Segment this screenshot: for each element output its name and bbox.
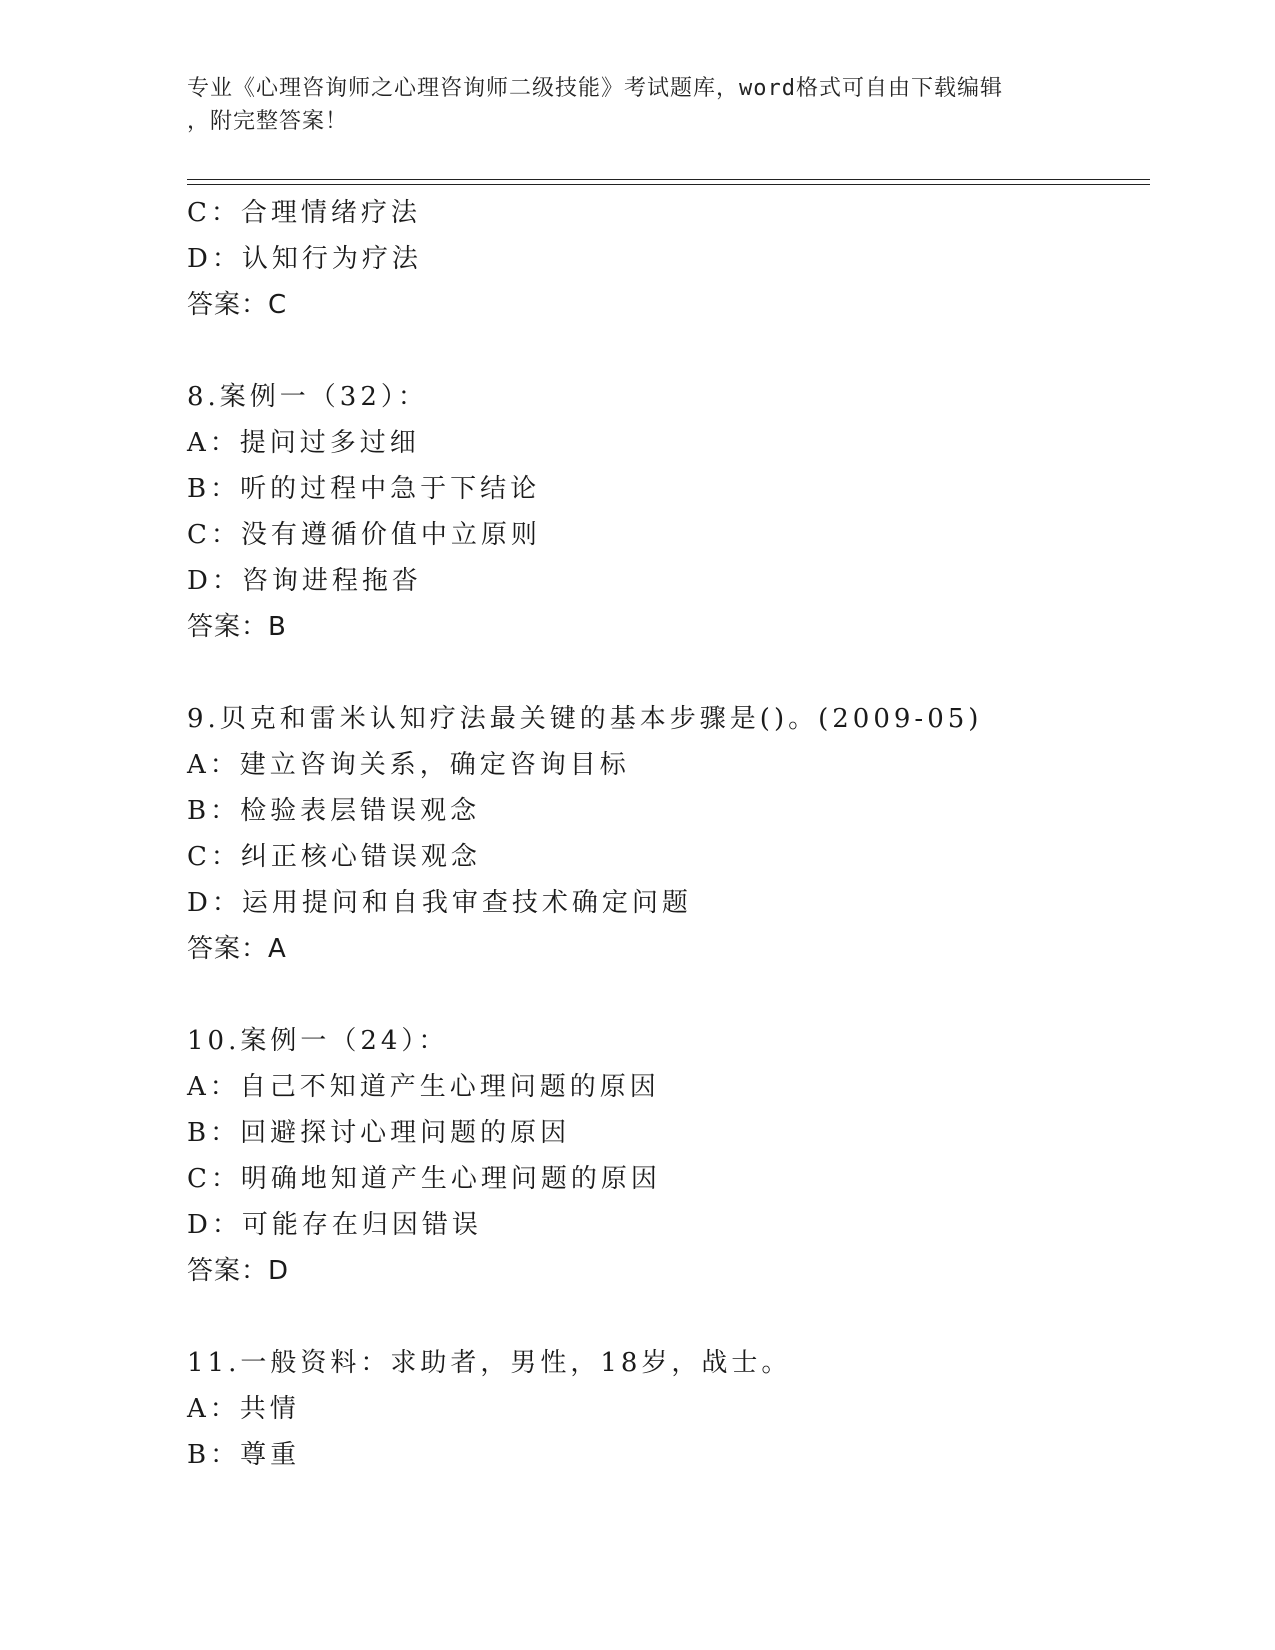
- option-c: C：合理情绪疗法: [187, 198, 421, 228]
- question-11: [187, 1340, 1147, 1478]
- answer-text: 答案：C: [187, 290, 288, 320]
- answer-text: 答案：D: [187, 1256, 290, 1286]
- header-line-2: ，附完整答案！: [187, 109, 349, 134]
- question-list: [187, 190, 1147, 1478]
- option-a: A：提问过多过细: [187, 428, 420, 458]
- spacer: [187, 328, 1147, 374]
- header-line-1: 专业《心理咨询师之心理咨询师二级技能》考试题库，word格式可自由下载编辑: [187, 76, 1003, 101]
- question-title: 8.案例一（32）：: [187, 382, 428, 412]
- option-a: A：建立咨询关系，确定咨询目标: [187, 750, 630, 780]
- answer-text: 答案：A: [187, 934, 287, 964]
- spacer: [187, 1294, 1147, 1340]
- option-c: C：没有遵循价值中立原则: [187, 520, 541, 550]
- option-d: D：可能存在归因错误: [187, 1210, 482, 1240]
- header-rule-bottom: [187, 184, 1150, 185]
- option-a: A：共情: [187, 1394, 300, 1424]
- spacer: [187, 650, 1147, 696]
- option-c: C：明确地知道产生心理问题的原因: [187, 1164, 661, 1194]
- question-10: [187, 1018, 1147, 1294]
- question-partial: [187, 190, 1147, 328]
- option-b: B：回避探讨心理问题的原因: [187, 1118, 571, 1148]
- header-rule-top: [187, 179, 1150, 180]
- option-c: C：纠正核心错误观念: [187, 842, 481, 872]
- question-title: 9.贝克和雷米认知疗法最关键的基本步骤是()。(2009-05): [187, 704, 983, 734]
- question-8: [187, 374, 1147, 650]
- option-d: D：运用提问和自我审查技术确定问题: [187, 888, 692, 918]
- option-b: B：检验表层错误观念: [187, 796, 481, 826]
- answer-text: 答案：B: [187, 612, 287, 642]
- spacer: [187, 972, 1147, 1018]
- option-b: B：尊重: [187, 1440, 301, 1470]
- document-header: [187, 72, 1087, 138]
- option-d: D：咨询进程拖沓: [187, 566, 422, 596]
- option-b: B：听的过程中急于下结论: [187, 474, 541, 504]
- question-9: [187, 696, 1147, 972]
- question-title: 11.一般资料：求助者，男性，18岁，战士。: [187, 1348, 792, 1378]
- option-a: A：自己不知道产生心理问题的原因: [187, 1072, 660, 1102]
- option-d: D：认知行为疗法: [187, 244, 422, 274]
- question-title: 10.案例一（24）：: [187, 1026, 449, 1056]
